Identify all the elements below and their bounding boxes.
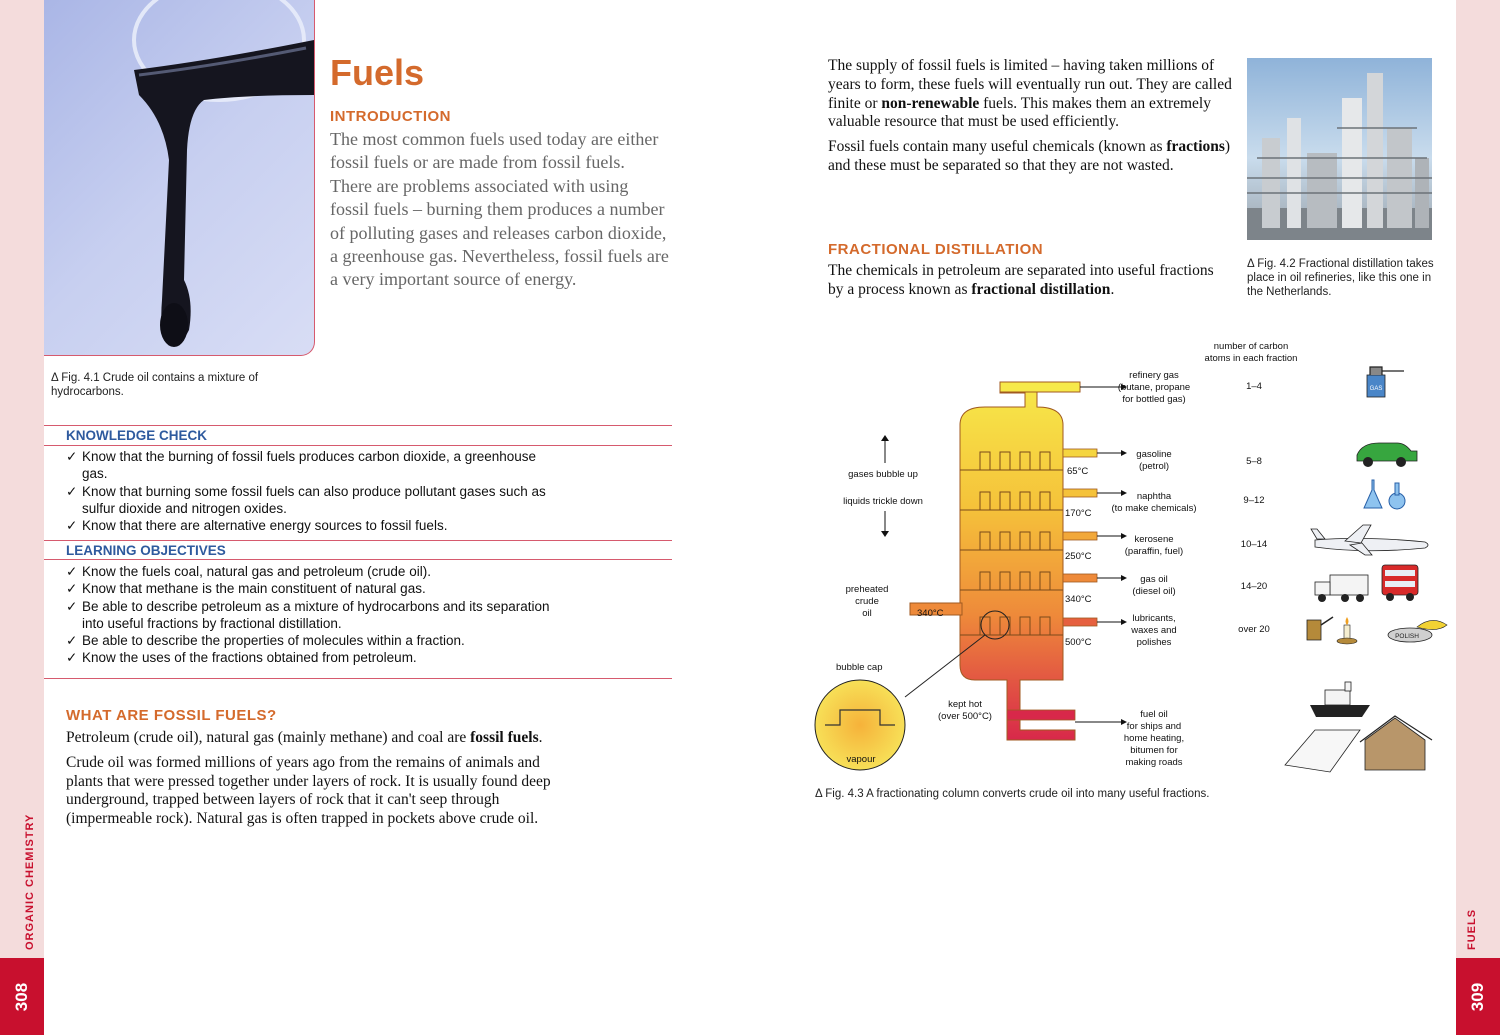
- carbon-counts: [1238, 381, 1270, 635]
- feed-label-3: oil: [862, 608, 872, 619]
- knowledge-check-rule: [44, 445, 672, 446]
- check-mark-icon: ✓: [66, 449, 78, 464]
- page-title: Fuels: [330, 52, 425, 93]
- list-item: ✓ Know that the burning of fossil fuels produces carbon dioxide, a greenhouse gas.: [66, 449, 537, 482]
- crude-oil-drip-icon: [44, 0, 314, 355]
- check-mark-icon: ✓: [66, 581, 78, 597]
- column-body: [960, 382, 1075, 740]
- left-page-number: 308: [12, 982, 31, 1011]
- check-mark-icon: ✓: [66, 650, 78, 666]
- svg-text:(paraffin, fuel): (paraffin, fuel): [1124, 546, 1184, 557]
- car-icon: [1357, 443, 1417, 467]
- right-page-number-tab: [1456, 958, 1500, 1035]
- crude-oil-photo: [44, 0, 315, 356]
- temp-170: 170°C: [1065, 508, 1092, 519]
- carbons-lubricants: over 20: [1238, 624, 1270, 635]
- fraction-lubricants: lubricants,: [1132, 613, 1176, 624]
- svg-text:(petrol): (petrol): [1138, 461, 1170, 472]
- left-page-number-tab: [0, 958, 44, 1035]
- right-page-number: 309: [1468, 982, 1487, 1011]
- carbons-naphtha: 9–12: [1243, 495, 1265, 506]
- knowledge-check-top-rule: [44, 425, 672, 426]
- learning-objectives-rule: [44, 559, 672, 560]
- list-item: ✓ Be able to describe the properties of molecules within a fraction.: [66, 633, 465, 649]
- check-mark-icon: ✓: [66, 598, 78, 614]
- liquids-label: liquids trickle down: [843, 496, 923, 507]
- temp-500: 500°C: [1065, 637, 1092, 648]
- house-icon: [1360, 716, 1432, 770]
- svg-text:(butane, propane: (butane, propane: [1117, 382, 1191, 393]
- svg-text:POLISH: POLISH: [1395, 633, 1419, 640]
- supply-text: [828, 57, 1233, 182]
- learning-objectives-top-rule: [44, 540, 672, 541]
- svg-text:GAS: GAS: [1369, 386, 1383, 392]
- svg-text:for bottled gas): for bottled gas): [1122, 394, 1186, 405]
- fraction-kerosene: kerosene: [1134, 534, 1174, 545]
- carbons-kerosene: 10–14: [1240, 539, 1268, 550]
- right-page-margin: [1456, 0, 1500, 1035]
- check-mark-icon: ✓: [66, 564, 78, 579]
- check-mark-icon: ✓: [66, 633, 78, 649]
- learning-objectives-heading: LEARNING OBJECTIVES: [66, 543, 226, 558]
- svg-text:waxes and: waxes and: [1131, 625, 1177, 636]
- kept-hot-label-1: kept hot: [948, 699, 982, 710]
- supply-paragraph-1: The supply of fossil fuels is limited – having taken millions of years to form, these fuels will eventually run out. They are called finite or non-renewable fuels. This makes them an extremely valuable resource that must be used efficiently.: [828, 57, 1232, 131]
- left-side-label: ORGANIC CHEMISTRY: [24, 813, 36, 950]
- left-page-margin: [0, 0, 44, 1035]
- bus-icon: [1382, 565, 1418, 601]
- right-side-label: FUELS: [1466, 908, 1478, 950]
- fraction-gas-oil: gas oil: [1140, 574, 1168, 585]
- feed-label-2: crude: [855, 596, 879, 607]
- svg-text:(diesel oil): (diesel oil): [1132, 586, 1176, 597]
- fig-4-1-caption: Δ Fig. 4.1 Crude oil contains a mixture of hydrocarbons.: [51, 372, 259, 398]
- list-item: ✓ Know the fuels coal, natural gas and petroleum (crude oil).: [66, 564, 431, 579]
- oil-can-icon: [1307, 617, 1333, 640]
- fig-4-3-caption: Δ Fig. 4.3 A fractionating column converts crude oil into many useful fractions.: [815, 788, 1210, 800]
- vapour-label: vapour: [846, 754, 876, 765]
- svg-text:making roads: making roads: [1125, 757, 1183, 768]
- carbon-header-line1: number of carbon: [1213, 341, 1289, 352]
- truck-icon: [1315, 575, 1368, 602]
- feed-label-1: preheated: [845, 584, 889, 595]
- list-item: ✓ Know that methane is the main constituent of natural gas.: [66, 581, 426, 597]
- list-item: ✓ Know the uses of the fractions obtained from petroleum.: [66, 650, 417, 666]
- carbons-refinery-gas: 1–4: [1246, 381, 1262, 392]
- supply-paragraph-2: Fossil fuels contain many useful chemicals (known as fractions) and these must be separated so that they are not wasted.: [828, 138, 1231, 174]
- check-mark-icon: ✓: [66, 518, 78, 534]
- feed-temp-label: 340°C: [917, 608, 944, 619]
- check-mark-icon: ✓: [66, 483, 78, 499]
- carbons-gasoline: 5–8: [1246, 456, 1262, 467]
- introduction-heading: INTRODUCTION: [330, 108, 451, 125]
- carbon-header-line2: atoms in each fraction: [1204, 353, 1298, 364]
- refinery-icon: [1247, 58, 1432, 240]
- svg-text:bitumen for: bitumen for: [1130, 745, 1178, 756]
- list-item: ✓ Be able to describe petroleum as a mixture of hydrocarbons and its separation into useful fractions by fractional distillation.: [66, 598, 550, 631]
- temp-65: 65°C: [1067, 466, 1089, 477]
- ship-icon: [1310, 682, 1370, 717]
- knowledge-check-heading: KNOWLEDGE CHECK: [66, 428, 207, 443]
- polish-tin-icon: [1388, 620, 1447, 642]
- fig-4-2-caption: Δ Fig. 4.2 Fractional distillation takes place in oil refineries, like this one in the Netherlands.: [1247, 258, 1434, 298]
- fractional-distillation-text: The chemicals in petroleum are separated into useful fractions by a process known as fractional distillation.: [828, 262, 1214, 298]
- fractionating-column-diagram: [805, 335, 1455, 775]
- fossil-fuels-body: [66, 729, 551, 835]
- learning-objectives-bottom-rule: [44, 678, 672, 679]
- carbons-gas-oil: 14–20: [1240, 581, 1268, 592]
- fossil-fuels-heading: WHAT ARE FOSSIL FUELS?: [66, 707, 277, 724]
- fossil-fuels-paragraph-2: Crude oil was formed millions of years ago from the remains of animals and plants that were pressed together under layers of rock. It is usually found deep underground, trapped between layers of rock that it can't seep through (impermeable rock). Natural gas is often trapped in pockets above crude oil.: [66, 753, 551, 828]
- knowledge-check-list: [66, 448, 556, 534]
- fraction-refinery-gas: refinery gas: [1129, 370, 1179, 381]
- candle-icon: [1337, 617, 1357, 644]
- learning-objectives-list: [66, 563, 556, 667]
- svg-text:polishes: polishes: [1136, 637, 1172, 648]
- fraction-fuel-oil: fuel oil: [1140, 709, 1168, 720]
- temp-340: 340°C: [1065, 594, 1092, 605]
- bubble-cap-label: bubble cap: [836, 662, 883, 673]
- flasks-icon: [1364, 480, 1405, 509]
- svg-text:(to make chemicals): (to make chemicals): [1111, 503, 1197, 514]
- airplane-icon: [1311, 525, 1428, 555]
- svg-text:home heating,: home heating,: [1123, 733, 1185, 744]
- list-item: ✓ Know that burning some fossil fuels can also produce pollutant gases such as sulfur dioxide and nitrogen oxides.: [66, 483, 546, 516]
- fraction-naphtha: naphtha: [1136, 491, 1172, 502]
- svg-text:for ships and: for ships and: [1126, 721, 1182, 732]
- fractional-distillation-heading: FRACTIONAL DISTILLATION: [828, 241, 1044, 258]
- temp-250: 250°C: [1065, 551, 1092, 562]
- fraction-labels: [1112, 370, 1197, 768]
- kept-hot-label-2: (over 500°C): [938, 711, 992, 722]
- fraction-gasoline: gasoline: [1136, 449, 1172, 460]
- list-item: ✓ Know that there are alternative energy sources to fossil fuels.: [66, 518, 448, 534]
- fossil-fuels-paragraph-1: Petroleum (crude oil), natural gas (mainly methane) and coal are fossil fuels.: [66, 729, 543, 746]
- refinery-photo: [1247, 58, 1432, 240]
- gas-bottle-icon: [1367, 367, 1404, 397]
- road-icon: [1285, 730, 1360, 772]
- introduction-text: The most common fuels used today are either fossil fuels or are made from fossil fuels. There are problems associated with using fossil fuels – burning them produces a number of polluting gases and releases carbon dioxide, a greenhouse gas. Nevertheless, fossil fuels are a very important source of energy.: [330, 129, 669, 290]
- gases-label: gases bubble up: [848, 469, 918, 480]
- refinery-gas-pipe: [1000, 382, 1080, 392]
